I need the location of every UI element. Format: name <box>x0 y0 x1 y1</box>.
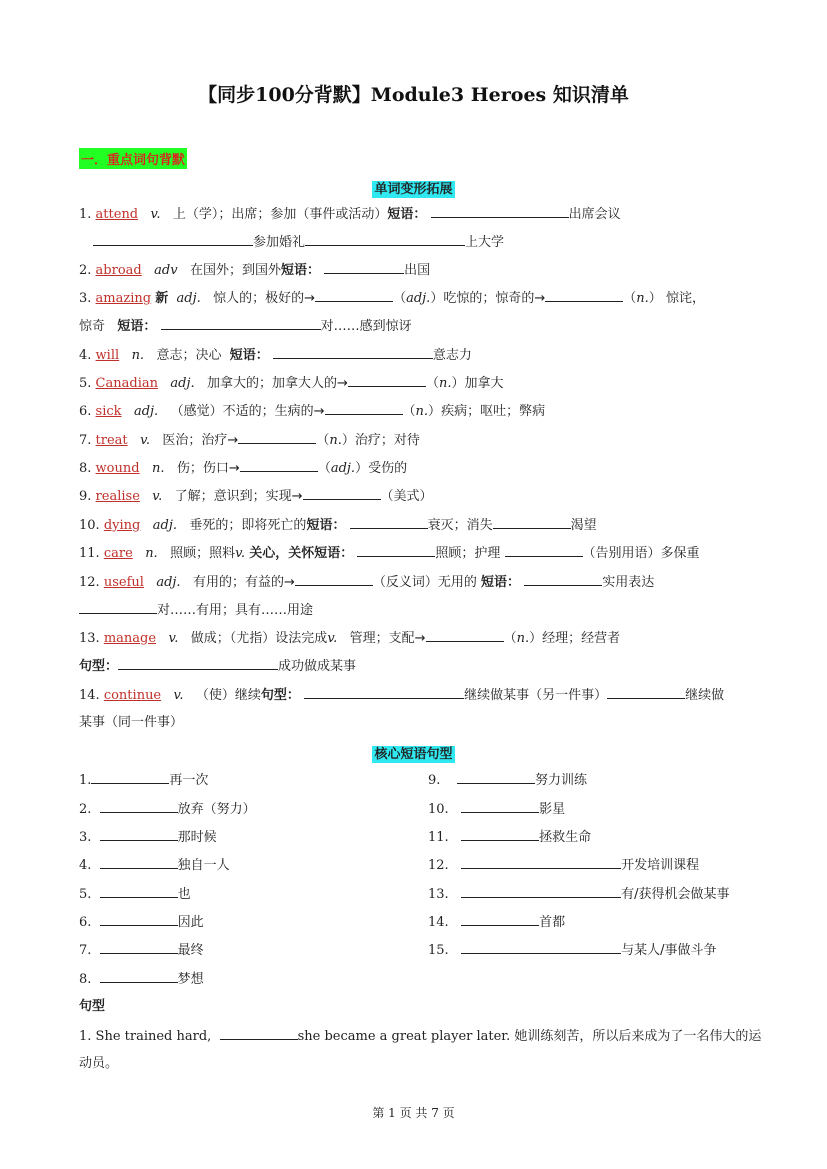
answer-blank[interactable] <box>303 487 381 500</box>
phrase-item: 13. 有/获得机会做某事 <box>428 887 730 902</box>
phrase-item: 15. 与某人/事做斗争 <box>428 943 717 958</box>
section-heading: 一．重点词句背默 <box>79 148 187 169</box>
phrase-item: 8. 梦想 <box>79 972 204 987</box>
answer-blank[interactable] <box>461 885 621 898</box>
answer-blank[interactable] <box>348 374 426 387</box>
answer-blank[interactable] <box>325 402 403 415</box>
answer-blank[interactable] <box>426 629 504 642</box>
answer-blank[interactable] <box>457 771 535 784</box>
answer-blank[interactable] <box>100 800 178 813</box>
answer-blank[interactable] <box>100 885 178 898</box>
vocab-word: attend <box>95 207 139 222</box>
answer-blank[interactable] <box>357 544 435 557</box>
phrase-item: 12. 开发培训课程 <box>428 858 700 873</box>
answer-blank[interactable] <box>220 1027 298 1040</box>
answer-blank[interactable] <box>91 771 169 784</box>
list-item: 11. care n. 照顾；照料v. 关心，关怀短语： 照顾；护理 （告别用语）多保重 <box>79 546 700 561</box>
answer-blank[interactable] <box>161 317 321 330</box>
phrase-item: 11. 拯救生命 <box>428 830 592 845</box>
list-item: 12. useful adj. 有用的；有益的→ （反义词）无用的 短语： 实用表达 <box>79 575 655 590</box>
vocab-word: useful <box>103 575 144 590</box>
phrase-item: 3. 那时候 <box>79 830 217 845</box>
vocab-word: abroad <box>95 263 142 278</box>
subsection-heading-word-forms: 单词变形拓展 <box>374 182 453 197</box>
vocab-word: wound <box>95 461 140 476</box>
answer-blank[interactable] <box>493 516 571 529</box>
list-item: 2. abroad adv 在国外；到国外短语： 出国 <box>79 263 431 278</box>
vocab-word: amazing <box>95 291 152 306</box>
phrase-item: 10. 影星 <box>428 802 566 817</box>
list-item: 某事（同一件事） <box>79 715 184 730</box>
subsection-heading-phrases: 核心短语句型 <box>374 747 453 762</box>
list-item: 13. manage v. 做成；（尤指）设法完成v. 管理；支配→ （n.）经理；经营者 <box>79 631 621 646</box>
phrase-item: 2. 放弃（努力） <box>79 802 256 817</box>
answer-blank[interactable] <box>461 941 621 954</box>
answer-blank[interactable] <box>505 544 583 557</box>
vocab-word: treat <box>95 433 128 448</box>
list-item: 惊奇 短语： 对……感到惊讶 <box>79 319 412 334</box>
answer-blank[interactable] <box>350 516 428 529</box>
answer-blank[interactable] <box>545 289 623 302</box>
answer-blank[interactable] <box>118 657 278 670</box>
answer-blank[interactable] <box>273 346 433 359</box>
list-item: 6. sick adj. （感觉）不适的；生病的→ （n.）疾病；呕吐；弊病 <box>79 404 546 419</box>
answer-blank[interactable] <box>238 431 316 444</box>
vocab-word: care <box>103 546 133 561</box>
list-item: 7. treat v. 医治；治疗→ （n.）治疗；对待 <box>79 433 420 448</box>
answer-blank[interactable] <box>524 573 602 586</box>
phrase-item: 4. 独自一人 <box>79 858 230 873</box>
answer-blank[interactable] <box>431 205 569 218</box>
phrase-item: 14. 首都 <box>428 915 566 930</box>
answer-blank[interactable] <box>240 459 318 472</box>
answer-blank[interactable] <box>305 233 465 246</box>
sentence-heading: 句型 <box>79 999 106 1014</box>
sentence-item-continued: 动员。 <box>79 1056 119 1071</box>
phrase-item: 6. 因此 <box>79 915 204 930</box>
phrase-item: 7. 最终 <box>79 943 204 958</box>
phrase-item: 9. 努力训练 <box>428 773 587 788</box>
answer-blank[interactable] <box>461 828 539 841</box>
answer-blank[interactable] <box>79 601 157 614</box>
list-item: 4. will n. 意志；决心 短语： 意志力 <box>79 348 472 363</box>
sentence-item: 1. She trained hard, she became a great player later. 她训练刻苦，所以后来成为了一名伟大的运 <box>79 1029 762 1044</box>
list-item: 10. dying adj. 垂死的；即将死亡的短语： 衰灭；消失 渴望 <box>79 518 597 533</box>
vocab-word: sick <box>95 404 122 419</box>
answer-blank[interactable] <box>100 913 178 926</box>
answer-blank[interactable] <box>100 828 178 841</box>
answer-blank[interactable] <box>324 261 404 274</box>
answer-blank[interactable] <box>100 970 178 983</box>
answer-blank[interactable] <box>93 233 253 246</box>
list-item: 3. amazing 新 adj. 惊人的；极好的→ （adj.）吃惊的；惊奇的→ （n.） 惊诧， <box>79 291 705 306</box>
phrase-item: 5. 也 <box>79 887 191 902</box>
answer-blank[interactable] <box>607 686 685 699</box>
list-item: 句型： 成功做成某事 <box>79 659 357 674</box>
answer-blank[interactable] <box>461 913 539 926</box>
page-title: 【同步100分背默】Module3 Heroes 知识清单 <box>198 84 629 106</box>
answer-blank[interactable] <box>295 573 373 586</box>
vocab-word: dying <box>103 518 141 533</box>
answer-blank[interactable] <box>315 289 393 302</box>
phrase-item: 1. 再一次 <box>79 773 209 788</box>
list-item: 14. continue v. （使）继续句型： 继续做某事（另一件事） 继续做 <box>79 688 725 703</box>
page-footer: 第 1 页 共 7 页 <box>372 1106 455 1120</box>
list-item: 5. Canadian adj. 加拿大的；加拿大人的→ （n.）加拿大 <box>79 376 504 391</box>
answer-blank[interactable] <box>461 800 539 813</box>
vocab-word: manage <box>103 631 157 646</box>
list-item: 1. attend v. 上（学）；出席；参加（事件或活动）短语： 出席会议 <box>79 207 621 222</box>
vocab-word: continue <box>103 688 162 703</box>
answer-blank[interactable] <box>100 856 178 869</box>
list-item: 9. realise v. 了解；意识到；实现→ （美式） <box>79 489 433 504</box>
vocab-word: realise <box>95 489 140 504</box>
answer-blank[interactable] <box>304 686 464 699</box>
answer-blank[interactable] <box>100 941 178 954</box>
vocab-word: will <box>95 348 120 363</box>
answer-blank[interactable] <box>461 856 621 869</box>
list-item: 对……有用；具有……用途 <box>79 601 313 620</box>
vocab-word: Canadian <box>95 376 158 391</box>
list-item: 参加婚礼 上大学 <box>93 233 504 252</box>
list-item: 8. wound n. 伤；伤口→ （adj.）受伤的 <box>79 461 408 476</box>
